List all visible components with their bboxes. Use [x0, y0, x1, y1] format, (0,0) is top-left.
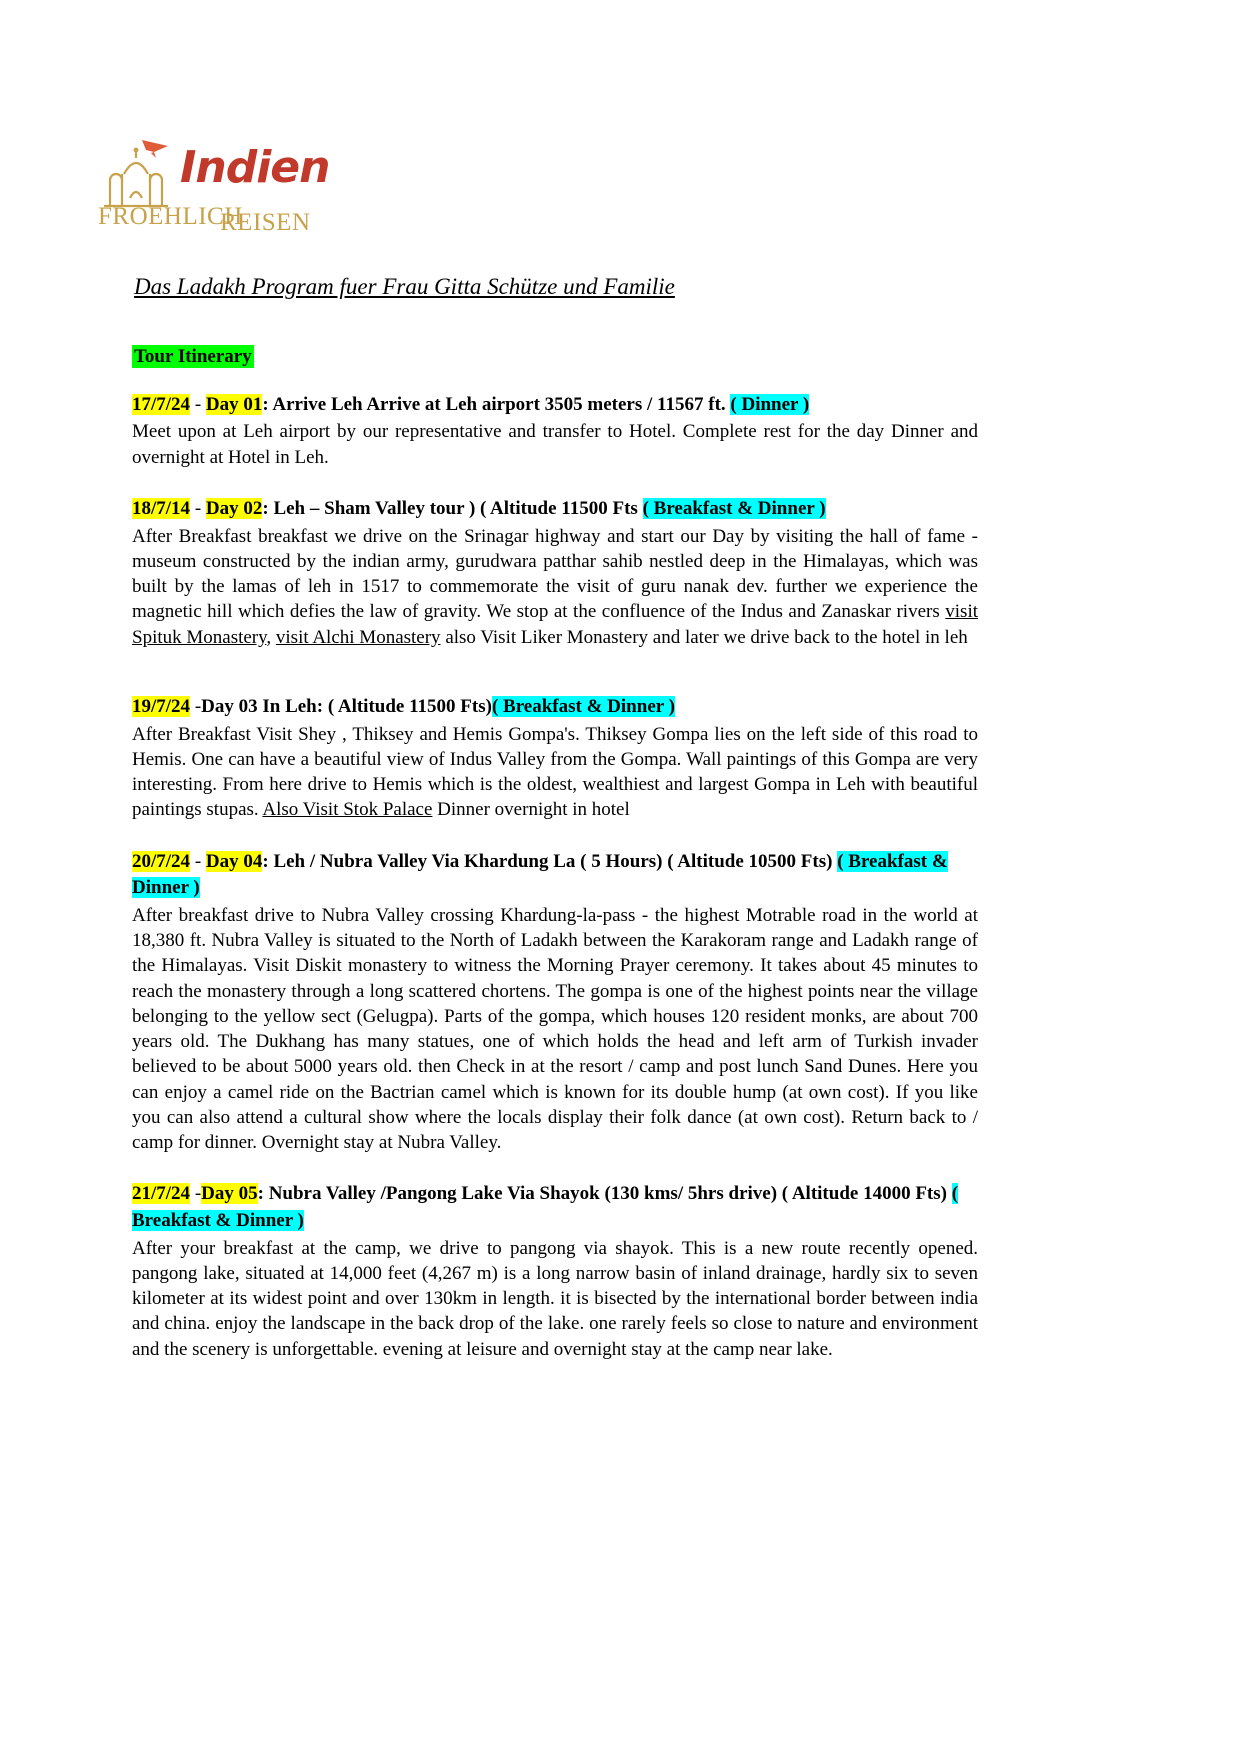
day-date-03: 19/7/24	[132, 695, 191, 717]
logo-wordmark: Indien	[180, 142, 330, 193]
day-heading-01	[132, 392, 978, 419]
day-paragraph-02-part3: also Visit Liker Monastery and later we drive back to the hotel in leh	[440, 626, 968, 648]
page-title: Das Ladakh Program fuer Frau Gitta Schütze und Familie	[134, 274, 675, 299]
day-date-01: 17/7/24	[132, 393, 191, 415]
day-title-02: : Leh – Sham Valley tour ) ( Altitude 11500 Fts	[262, 498, 638, 520]
day-dash-01: -	[190, 393, 206, 415]
day-paragraph-02	[132, 524, 978, 650]
day-label-05: Day 05	[201, 1183, 258, 1205]
link-spituk-monastery: visit Spituk Monastery	[132, 601, 978, 648]
day-paragraph-03	[132, 722, 978, 823]
day-label-03: Day 03 In Leh:	[201, 695, 324, 717]
day-dash-04: -	[190, 850, 206, 872]
day-title-03: ( Altitude 11500 Fts)	[323, 695, 492, 717]
link-alchi-monastery: visit Alchi Monastery	[275, 626, 441, 648]
link-stok-palace: Also Visit Stok Palace	[262, 799, 433, 821]
day-heading-04	[132, 849, 978, 902]
day-label-01: Day 01	[205, 393, 263, 415]
day-meals-04: ( Breakfast & Dinner )	[132, 850, 948, 899]
day-meals-02: ( Breakfast & Dinner )	[642, 498, 826, 520]
day-paragraph-05: After your breakfast at the camp, we drive to pangong via shayok. This is a new route recently opened. pangong lake, situated at 14,000 feet (4,267 m) is a long narrow basin of inland drainage, hardly six to seven kilometer at its widest point and over 130km in length. it is bisected by the international border between india and china. enjoy the landscape in the back drop of the lake. one rarely feels so close to nature and environment and the scenery is unforgettable. evening at leisure and overnight stay at the camp near lake.	[132, 1237, 978, 1360]
day-label-04: Day 04	[205, 850, 263, 872]
day-paragraph-01: Meet upon at Leh airport by our representative and transfer to Hotel. Complete rest for the day Dinner and overnight at Hotel in Leh.	[132, 421, 978, 468]
tour-itinerary-label: Tour Itinerary	[134, 345, 252, 367]
day-meals-03: ( Breakfast & Dinner )	[491, 695, 675, 717]
logo-subtext-reisen: REISEN	[220, 209, 311, 236]
day-dash-03: -	[190, 695, 202, 717]
logo-subtext-froehlich: FROEHLICH	[98, 203, 243, 230]
day-paragraph-03-part1: After Breakfast Visit Shey , Thiksey and Hemis Gompa's. Thiksey Gompa lies on the left side of this road to Hemis. One can have a beautiful view of Indus Valley from the Gompa. Wall paintings of this Gompa are very interesting. From here drive to Hemis which is the oldest, wealthiest and largest Gompa in Leh with beautiful paintings stupas.	[132, 723, 978, 821]
day-heading-02	[132, 496, 978, 523]
day-dash-05: -	[190, 1183, 202, 1205]
day-paragraph-02-part2: ,	[266, 626, 276, 648]
day-paragraph-03-part2: Dinner overnight in hotel	[432, 799, 630, 821]
day-title-01: : Arrive Leh Arrive at Leh airport 3505 meters / 11567 ft.	[262, 393, 726, 415]
company-logo	[96, 128, 356, 238]
day-block-02	[132, 496, 978, 650]
document-body	[132, 272, 978, 1388]
day-title-04: : Leh / Nubra Valley Via Khardung La ( 5 Hours) ( Altitude 10500 Fts)	[262, 850, 833, 872]
day-block-03	[132, 694, 978, 823]
day-date-05: 21/7/24	[132, 1183, 191, 1205]
day-block-01	[132, 392, 978, 470]
day-paragraph-04: After breakfast drive to Nubra Valley crossing Khardung-la-pass - the highest Motrable road in the world at 18,380 ft. Nubra Valley is situated to the North of Ladakh between the Karakoram range and Ladakh range of the Himalayas. Visit Diskit monastery to witness the Morning Prayer ceremony. It takes about 45 minutes to reach the monastery through a long scattered chortens. The gompa is one of the highest points near the village belonging to the yellow sect (Gelugpa). Parts of the gompa, which houses 120 resident monks, are about 700 years old. The Dukhang has many statues, one of which holds the head and left arm of Turkish invader believed to be about 5000 years old. then Check in at the resort / camp and post lunch Sand Dunes. Here you can enjoy a camel ride on the Bactrian camel which is known for its double hump (at own cost). If you like you can also attend a cultural show where the locals display their folk dance (at own cost). Return back to / camp for dinner. Overnight stay at Nubra Valley.	[132, 904, 978, 1154]
day-dash-02: -	[190, 498, 206, 520]
day-paragraph-02-part1: After Breakfast breakfast we drive on the Srinagar highway and start our Day by visiting the hall of fame - museum constructed by the indian army, gurudwara patthar sahib nestled deep in the Himalayas, which was built by the lamas of leh in 1517 to commemorate the visit of guru nanak dev. further we experience the magnetic hill which defies the law of gravity. We stop at the confluence of the Indus and Zanaskar rivers	[132, 525, 978, 623]
day-block-05	[132, 1181, 978, 1362]
day-block-04	[132, 849, 978, 1156]
day-meals-01: ( Dinner )	[730, 393, 810, 415]
day-heading-05	[132, 1181, 978, 1234]
day-label-02: Day 02	[205, 498, 263, 520]
day-date-04: 20/7/24	[132, 850, 191, 872]
day-title-05: : Nubra Valley /Pangong Lake Via Shayok (130 kms/ 5hrs drive) ( Altitude 14000 Fts)	[257, 1183, 947, 1205]
tour-itinerary-heading	[132, 346, 978, 368]
day-meals-05: ( Breakfast & Dinner )	[132, 1183, 959, 1232]
day-date-02: 18/7/14	[132, 498, 191, 520]
day-heading-03	[132, 694, 978, 721]
